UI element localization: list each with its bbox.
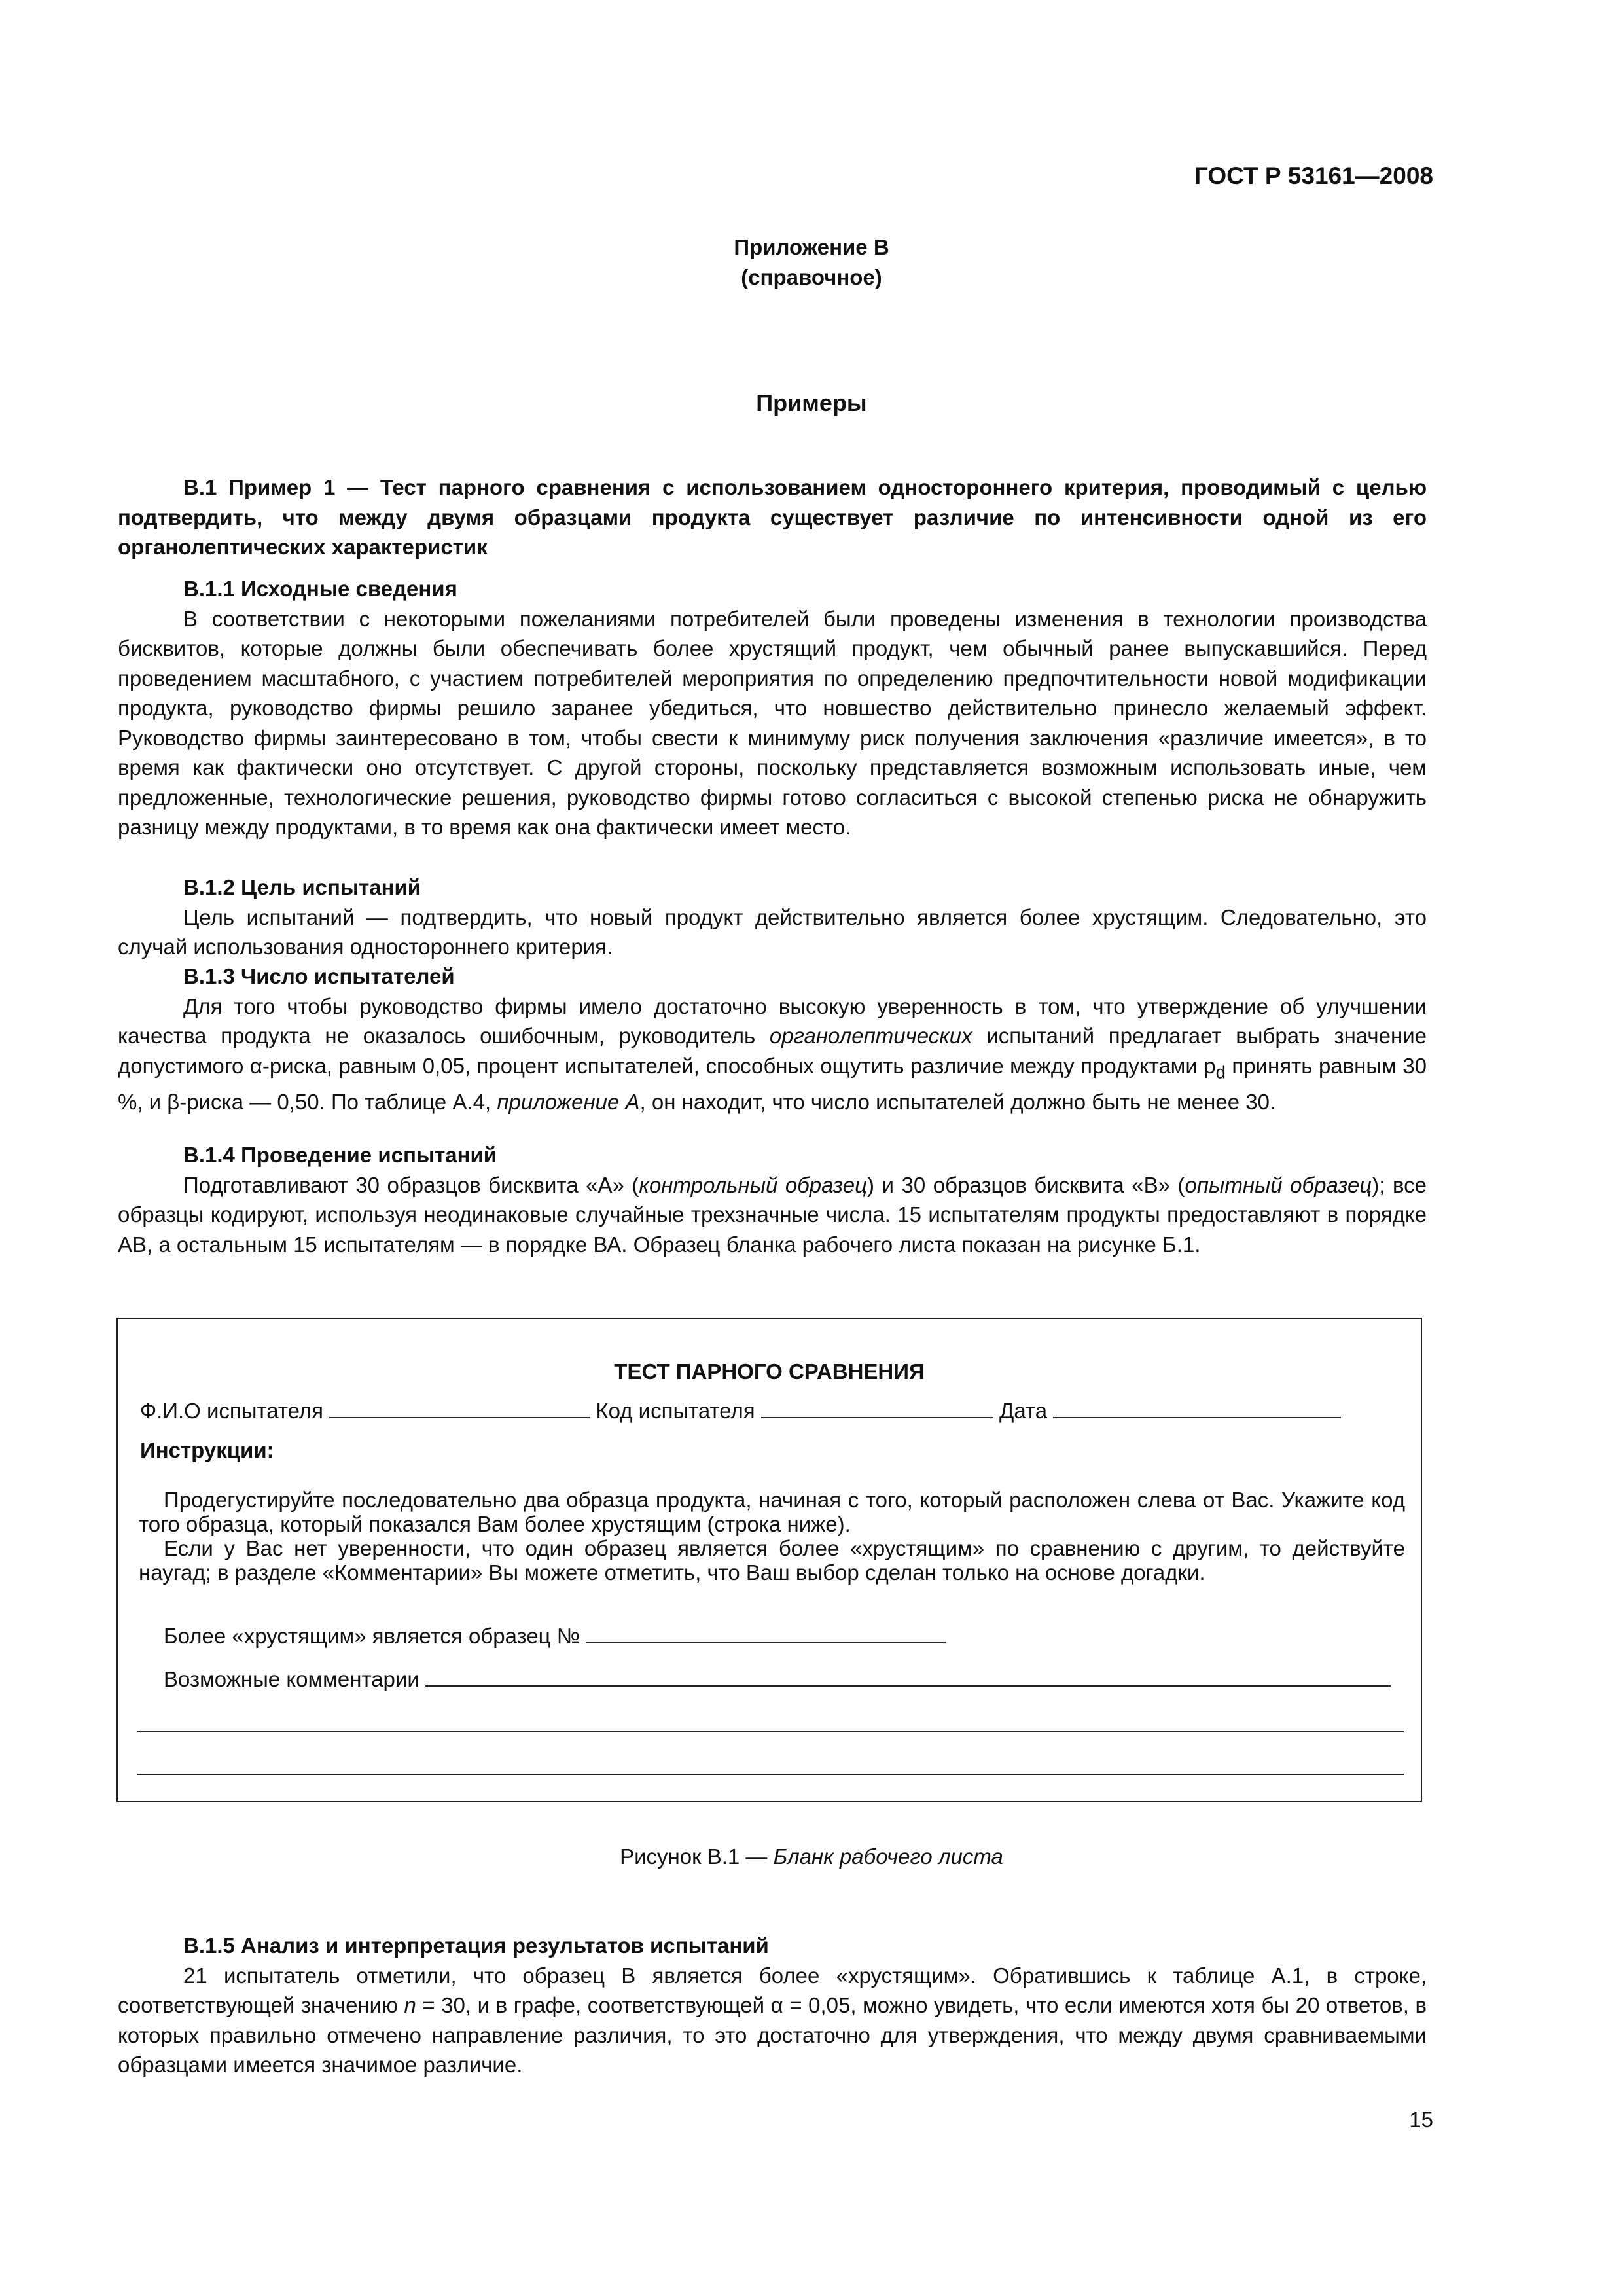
fio-label: Ф.И.О испытателя [140,1399,324,1423]
section-b1-3-text: Для того чтобы руководство фирмы имело достаточно высокую уверенность в том, что утверждение об улучшении качества продукта не оказалось ошибочным, руководитель органолептических испытаний предлагает выбрать значение допустимого α-риска, равным 0,05, процент испытателей, способных ощутить различие между продуктами $p_d$ принять равным 30 %, и β-риска — 0,50. По таблице А.4, приложение А, он находит, что число испытателей должно быть не менее 30. [118,994,1427,1114]
section-b1-4-heading: В.1.4 Проведение испытаний [183,1143,497,1167]
section-b1-3 [118,961,1427,1117]
section-b1-1 [118,574,1427,842]
section-b1-heading: В.1 Пример 1 — Тест парного сравнения с использованием одностороннего критерия, проводимый с целью подтвердить, что между двумя образцами продукта существует различие по интенсивности одной из его органолептических характеристик [118,475,1427,559]
comments-field[interactable] [425,1666,1391,1687]
form-title: ТЕСТ ПАРНОГО СРАВНЕНИЯ [614,1359,925,1384]
code-label: Код испытателя [596,1399,755,1423]
crisp-sample-field[interactable] [586,1623,946,1643]
instructions-label: Инструкции: [140,1438,274,1462]
crisp-label: Более «хрустящим» является образец № [164,1624,580,1648]
code-field[interactable] [761,1397,993,1418]
crisp-sample-row [164,1623,946,1649]
comments-row [164,1666,1391,1692]
instructions-text [139,1488,1405,1585]
fio-field[interactable] [329,1397,590,1418]
standard-number: ГОСТ Р 53161—2008 [1194,162,1433,189]
section-b1-4-text: Подготавливают 30 образцов бисквита «А» (контрольный образец) и 30 образцов бисквита «В» (опытный образец); все образцы кодируют, используя неодинаковые случайные трехзначные числа. 15 испытателям продукты предоставляют в порядке АВ, а остальным 15 испытателям — в порядке ВА. Образец бланка рабочего листа показан на рисунке Б.1. [118,1172,1427,1257]
instruction-1: Продегустируйте последовательно два образца продукта, начиная с того, который расположен слева от Вас. Укажите код того образца, который показался Вам более хрустящим (строка ниже). [139,1488,1405,1536]
worksheet-form [116,1318,1422,1802]
comments-line-3[interactable] [137,1774,1404,1775]
section-b1-1-heading: В.1.1 Исходные сведения [183,577,457,601]
section-b1-4 [118,1140,1427,1259]
section-b1-1-text: В соответствии с некоторыми пожеланиями потребителей были проведены изменения в технологии производства бисквитов, которые должны были обеспечивать более хрустящий продукт, чем обычный ранее выпускавшийся. Перед проведением масштабного, с участием потребителей мероприятия по определению предпочтительности новой модификации продукта, руководство фирмы решило заранее убедиться, что новшество действительно принесло желаемый эффект. Руководство фирмы заинтересовано в том, чтобы свести к минимуму риск получения заключения «различие имеется», в то время как фактически оно отсутствует. С другой стороны, поскольку представляется возможным использовать иные, чем предложенные, технологические решения, руководство фирмы готово согласиться с высокой степенью риска не обнаружить разницу между продуктами, в то время как она фактически имеет место. [118,606,1427,839]
section-b1-5 [118,1931,1427,2080]
section-b1 [118,473,1427,562]
comments-label: Возможные комментарии [164,1667,419,1691]
comments-line-2[interactable] [137,1731,1404,1732]
examples-title: Примеры [756,389,867,416]
section-b1-2 [118,872,1427,962]
section-b1-2-heading: В.1.2 Цель испытаний [183,875,421,899]
section-b1-3-heading: В.1.3 Число испытателей [183,964,455,988]
form-id-row [140,1397,1341,1424]
section-b1-5-heading: В.1.5 Анализ и интерпретация результатов испытаний [183,1933,769,1958]
annex-title: Приложение В [734,235,889,259]
date-field[interactable] [1053,1397,1341,1418]
section-b1-5-text: 21 испытатель отметили, что образец В является более «хрустящим». Обратившись к таблице А.1, в строке, соответствующей значению n = 30, и в графе, соответствующей α = 0,05, можно увидеть, что если имеются хотя бы 20 ответов, в которых правильно отмечено направление различия, то это достаточно для утверждения, что между двумя сравниваемыми образцами имеется значимое различие. [118,1963,1427,2077]
page-number: 15 [1409,2108,1433,2132]
section-b1-2-text: Цель испытаний — подтвердить, что новый продукт действительно является более хрустящим. Следовательно, это случай использования одностороннего критерия. [118,905,1427,959]
annex-type: (справочное) [741,265,882,289]
instruction-2: Если у Вас нет уверенности, что один образец является более «хрустящим» по сравнению с другим, то действуйте наугад; в разделе «Комментарии» Вы можете отметить, что Ваш выбор сделан только на основе догадки. [139,1536,1405,1585]
figure-caption: Рисунок В.1 — Бланк рабочего листа [620,1844,1003,1869]
date-label: Дата [999,1399,1048,1423]
